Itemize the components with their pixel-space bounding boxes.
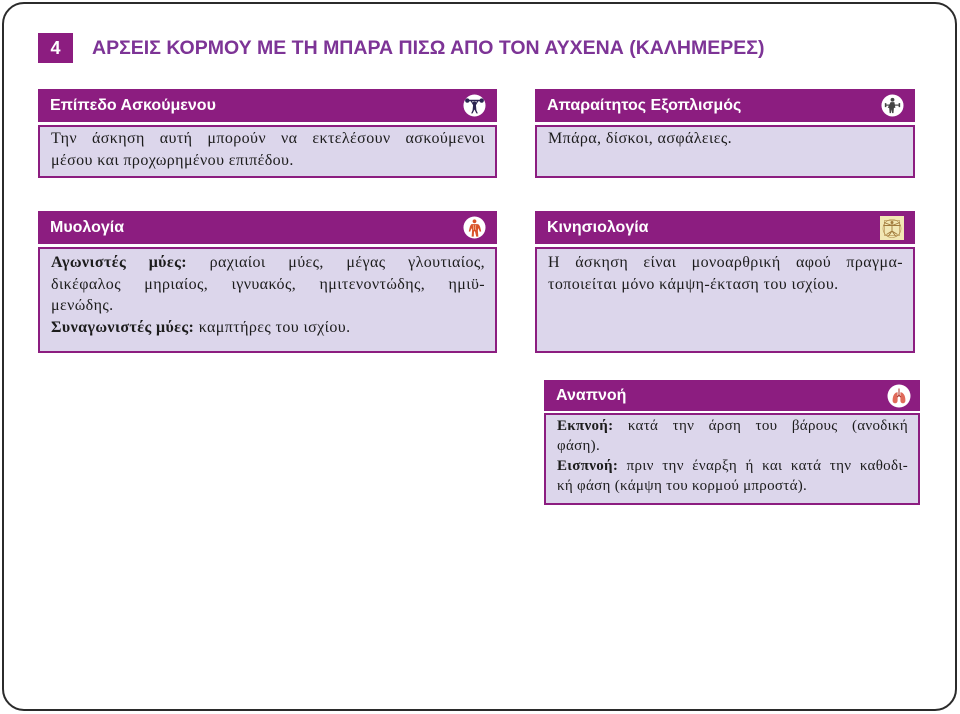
page-title: ΑΡΣΕΙΣ ΚΟΡΜΟΥ ΜΕ ΤΗ ΜΠΑΡΑ ΠΙΣΩ ΑΠΟ ΤΟΝ ΑΥΧΕΝΑ (ΚΑΛΗΜΕΡΕΣ) [92,37,765,59]
section-header-breathing [544,380,920,411]
section-header-kinesiology [535,211,915,244]
section-title-muscles: Μυολογία [50,219,125,236]
kinesiology-text-line: τοποιείται μόνο κάμψη-έκταση του ισχίου. [548,275,839,293]
exhale-text: κατά την άρση του βάρους (ανοδική [627,418,908,434]
breathing-text-line [557,456,908,476]
agonists-text: ραχιαίοι μύες, μέγας γλουτιαίος, [209,254,486,271]
equipment-icon [881,94,904,117]
level-text-line: Την άσκηση αυτή μπορούν να εκτελέσουν ασκούμενοι [51,130,485,147]
muscles-text-line: μενώδης. [51,297,114,314]
section-body-breathing [544,413,920,505]
exhale-label: Εκπνοή: [557,418,614,434]
section-title-level: Επίπεδο Ασκούμενου [50,97,216,114]
synergists-label: Συναγωνιστές μύες: [51,318,195,336]
section-header-level [38,89,497,122]
muscles-text-line [51,317,485,339]
section-body-level [38,125,497,178]
kinesiology-text-line: Η άσκηση είναι μονοαρθρική αφού πραγμα- [548,254,903,271]
muscles-text-line [51,252,485,274]
breathing-text-line: κή φάση (κάμψη του κορμού μπροστά). [557,478,808,494]
agonists-label: Αγωνιστές μύες: [51,254,188,271]
exercise-number-badge: 4 [38,33,73,63]
inhale-text: πριν την έναρξη ή και κατά την καθοδι- [626,458,908,474]
vitruvian-man-icon [880,216,904,240]
breathing-text-line: φάση). [557,438,600,454]
inhale-label: Εισπνοή: [557,458,619,474]
muscle-icon [463,216,486,239]
equipment-text-line: Μπάρα, δίσκοι, ασφάλειες. [548,130,732,147]
muscles-text-line: δικέφαλος μηριαίος, ιγνυακός, ημιτενοντώδης, ημιϋ- [51,275,485,293]
section-title-kinesiology: Κινησιολογία [547,219,649,236]
section-body-kinesiology [535,247,915,353]
breathing-text-line [557,416,908,436]
section-body-muscles [38,247,497,353]
lungs-icon [887,384,911,408]
weightlifter-icon [463,94,486,117]
section-header-equipment [535,89,915,122]
section-title-breathing: Αναπνοή [556,387,627,404]
section-title-equipment: Απαραίτητος Εξοπλισμός [547,97,742,114]
level-text-line: μέσου και προχωρημένου επιπέδου. [51,151,294,169]
section-body-equipment [535,125,915,178]
section-header-muscles [38,211,497,244]
synergists-text: καμπτήρες του ισχίου. [198,318,351,336]
